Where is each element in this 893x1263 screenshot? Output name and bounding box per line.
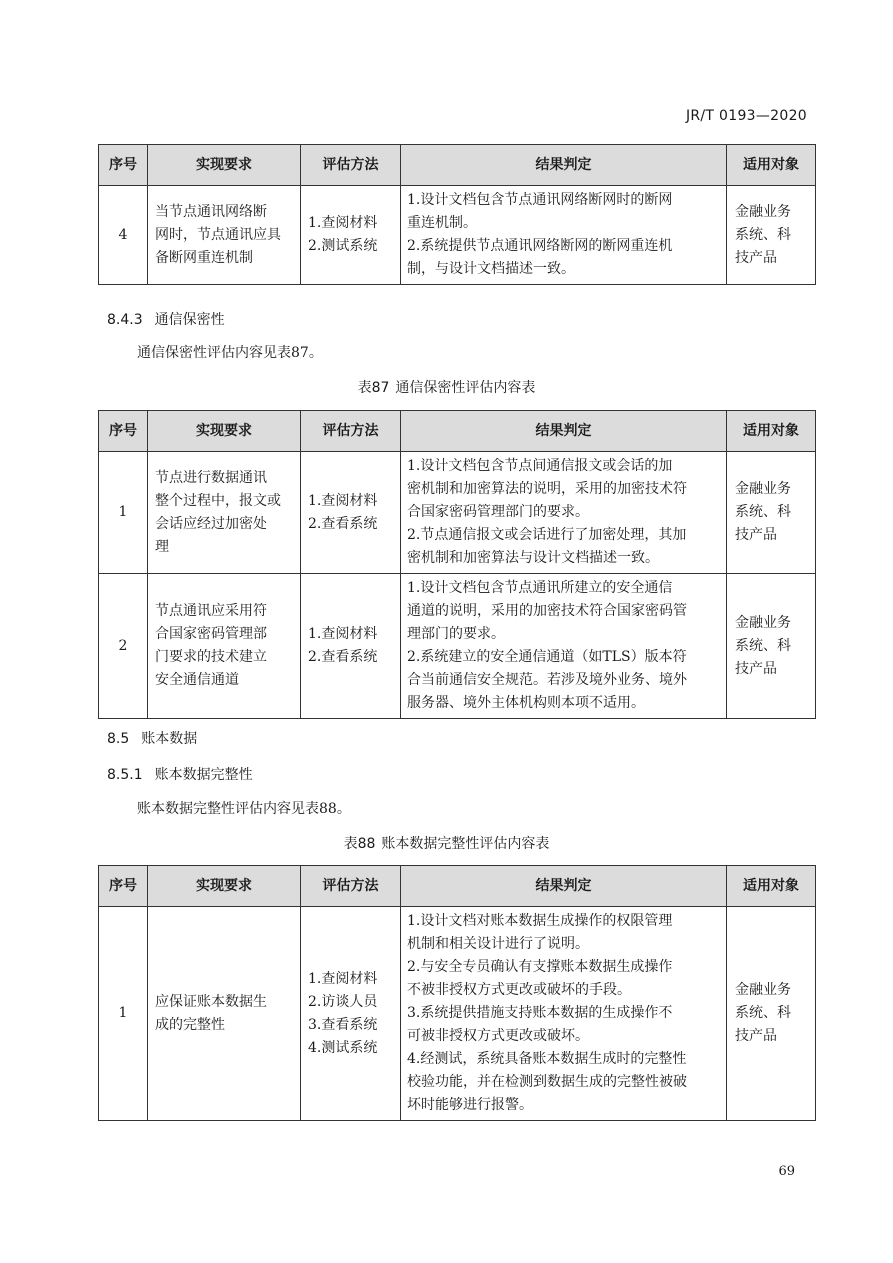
table-body <box>99 452 816 719</box>
cell-line: 可被非授权方式更改或破坏。 <box>407 1028 589 1044</box>
cell-requirement <box>148 186 301 285</box>
cell-line: 备断网重连机制 <box>155 249 253 266</box>
table-header-row <box>99 411 816 452</box>
section-number: 8.4.3 <box>107 312 143 328</box>
cell-number: 4 <box>99 186 148 285</box>
section-intro: 通信保密性评估内容见表87。 <box>137 345 323 361</box>
table-row <box>99 452 816 574</box>
table-header-row <box>99 145 816 186</box>
section-title: 通信保密性 <box>154 312 225 328</box>
cell-line: 机制和相关设计进行了说明。 <box>407 936 589 952</box>
cell-line: 金融业务 <box>735 982 791 998</box>
section-title: 账本数据完整性 <box>154 767 253 783</box>
cell-methods <box>301 186 401 285</box>
cell-line: 坏时能够进行报警。 <box>407 1097 533 1113</box>
section-heading-8-5 <box>107 728 197 748</box>
column-header: 序号 <box>99 866 148 907</box>
cell-requirement <box>148 574 301 719</box>
cell-methods <box>301 907 401 1121</box>
cell-line: 合当前通信安全规范。若涉及境外业务、境外 <box>407 672 687 688</box>
table-88 <box>98 865 816 1121</box>
column-header: 结果判定 <box>401 411 727 452</box>
column-header: 结果判定 <box>401 866 727 907</box>
table-caption-number: 表88 <box>343 836 376 852</box>
column-header: 结果判定 <box>401 145 727 186</box>
cell-requirement <box>148 452 301 574</box>
cell-requirement <box>148 907 301 1121</box>
cell-line: 网时，节点通讯应具 <box>155 226 281 243</box>
section-number: 8.5 <box>107 731 130 747</box>
cell-result <box>401 574 727 719</box>
cell-line: 技产品 <box>735 1028 777 1044</box>
cell-line: 金融业务 <box>735 203 791 220</box>
cell-line: 理 <box>155 538 169 555</box>
column-header: 适用对象 <box>727 411 816 452</box>
cell-line: 整个过程中，报文或 <box>155 492 281 509</box>
cell-target <box>727 452 816 574</box>
cell-line: 通道的说明，采用的加密技术符合国家密码管 <box>407 603 687 619</box>
cell-target <box>727 186 816 285</box>
cell-number: 1 <box>99 452 148 574</box>
column-header: 评估方法 <box>301 866 401 907</box>
cell-line: 2.系统提供节点通讯网络断网的断网重连机 <box>407 238 673 254</box>
cell-line: 2.查看系统 <box>308 649 378 665</box>
cell-line: 会话应经过加密处 <box>155 515 267 532</box>
section-intro: 账本数据完整性评估内容见表88。 <box>137 801 351 817</box>
cell-line: 1.设计文档对账本数据生成操作的权限管理 <box>407 913 673 929</box>
cell-line: 安全通信通道 <box>155 672 239 688</box>
cell-line: 1.设计文档包含节点通讯所建立的安全通信 <box>407 580 673 596</box>
cell-line: 技产品 <box>735 527 777 543</box>
cell-line: 密机制和加密算法与设计文档描述一致。 <box>407 550 659 566</box>
table-body <box>99 186 816 285</box>
cell-line: 系统、科 <box>735 226 791 243</box>
cell-line: 合国家密码管理部门的要求。 <box>407 504 589 520</box>
cell-line: 节点进行数据通讯 <box>155 469 267 486</box>
column-header: 序号 <box>99 145 148 186</box>
cell-line: 技产品 <box>735 660 777 677</box>
cell-line: 密机制和加密算法的说明，采用的加密技术符 <box>407 481 687 497</box>
cell-result <box>401 907 727 1121</box>
section-heading-8-4-3 <box>107 309 225 329</box>
cell-line: 系统、科 <box>735 637 791 654</box>
cell-line: 2.与安全专员确认有支撑账本数据生成操作 <box>407 959 673 975</box>
table-row <box>99 186 816 285</box>
cell-line: 门要求的技术建立 <box>155 649 267 665</box>
table-row <box>99 907 816 1121</box>
cell-line: 1.查阅材料 <box>308 970 378 987</box>
cell-number: 1 <box>99 907 148 1121</box>
table-caption-title: 通信保密性评估内容表 <box>395 380 536 396</box>
table-87 <box>98 410 816 719</box>
cell-line: 2.查看系统 <box>308 515 378 532</box>
table-caption-87 <box>0 377 893 397</box>
column-header: 实现要求 <box>148 411 301 452</box>
cell-line: 成的完整性 <box>155 1016 225 1033</box>
cell-line: 不被非授权方式更改或破坏的手段。 <box>407 982 631 998</box>
cell-number: 2 <box>99 574 148 719</box>
column-header: 评估方法 <box>301 145 401 186</box>
cell-target <box>727 574 816 719</box>
cell-line: 理部门的要求。 <box>407 626 505 642</box>
cell-line: 当节点通讯网络断 <box>155 203 267 220</box>
cell-target <box>727 907 816 1121</box>
column-header: 序号 <box>99 411 148 452</box>
column-header: 实现要求 <box>148 866 301 907</box>
standard-code: JR/T 0193—2020 <box>685 108 807 124</box>
cell-line: 1.查阅材料 <box>308 626 378 642</box>
cell-line: 金融业务 <box>735 481 791 497</box>
cell-line: 2.访谈人员 <box>308 993 378 1010</box>
cell-line: 1.设计文档包含节点间通信报文或会话的加 <box>407 458 673 474</box>
cell-line: 2.测试系统 <box>308 238 378 254</box>
cell-line: 1.查阅材料 <box>308 492 378 509</box>
cell-line: 4.经测试，系统具备账本数据生成时的完整性 <box>407 1051 687 1067</box>
section-heading-8-5-1 <box>107 764 253 784</box>
cell-line: 3.查看系统 <box>308 1016 378 1033</box>
column-header: 适用对象 <box>727 866 816 907</box>
table-body <box>99 907 816 1121</box>
table-caption-number: 表87 <box>357 380 390 396</box>
table-caption-88 <box>0 833 893 853</box>
cell-line: 重连机制。 <box>407 215 477 231</box>
cell-result <box>401 452 727 574</box>
cell-line: 制，与设计文档描述一致。 <box>407 261 575 277</box>
column-header: 评估方法 <box>301 411 401 452</box>
cell-line: 金融业务 <box>735 614 791 631</box>
cell-line: 1.查阅材料 <box>308 215 378 231</box>
section-number: 8.5.1 <box>107 767 143 783</box>
table-caption-title: 账本数据完整性评估内容表 <box>381 836 550 852</box>
column-header: 适用对象 <box>727 145 816 186</box>
cell-line: 应保证账本数据生 <box>155 993 267 1010</box>
cell-line: 合国家密码管理部 <box>155 626 267 642</box>
cell-line: 3.系统提供措施支持账本数据的生成操作不 <box>407 1005 673 1021</box>
cell-line: 4.测试系统 <box>308 1039 378 1056</box>
cell-line: 服务器、境外主体机构则本项不适用。 <box>407 695 645 711</box>
cell-methods <box>301 452 401 574</box>
cell-line: 2.系统建立的安全通信通道（如TLS）版本符 <box>407 649 687 665</box>
page-number: 69 <box>778 1164 795 1179</box>
table-row <box>99 574 816 719</box>
table-continued <box>98 144 816 285</box>
cell-line: 系统、科 <box>735 504 791 520</box>
cell-line: 技产品 <box>735 249 777 266</box>
cell-line: 1.设计文档包含节点通讯网络断网时的断网 <box>407 192 673 208</box>
cell-line: 节点通讯应采用符 <box>155 603 267 619</box>
table-header-row <box>99 866 816 907</box>
cell-methods <box>301 574 401 719</box>
column-header: 实现要求 <box>148 145 301 186</box>
cell-line: 系统、科 <box>735 1005 791 1021</box>
cell-line: 2.节点通信报文或会话进行了加密处理，其加 <box>407 527 687 543</box>
cell-result <box>401 186 727 285</box>
section-title: 账本数据 <box>141 731 198 747</box>
cell-line: 校验功能，并在检测到数据生成的完整性被破 <box>407 1074 687 1090</box>
